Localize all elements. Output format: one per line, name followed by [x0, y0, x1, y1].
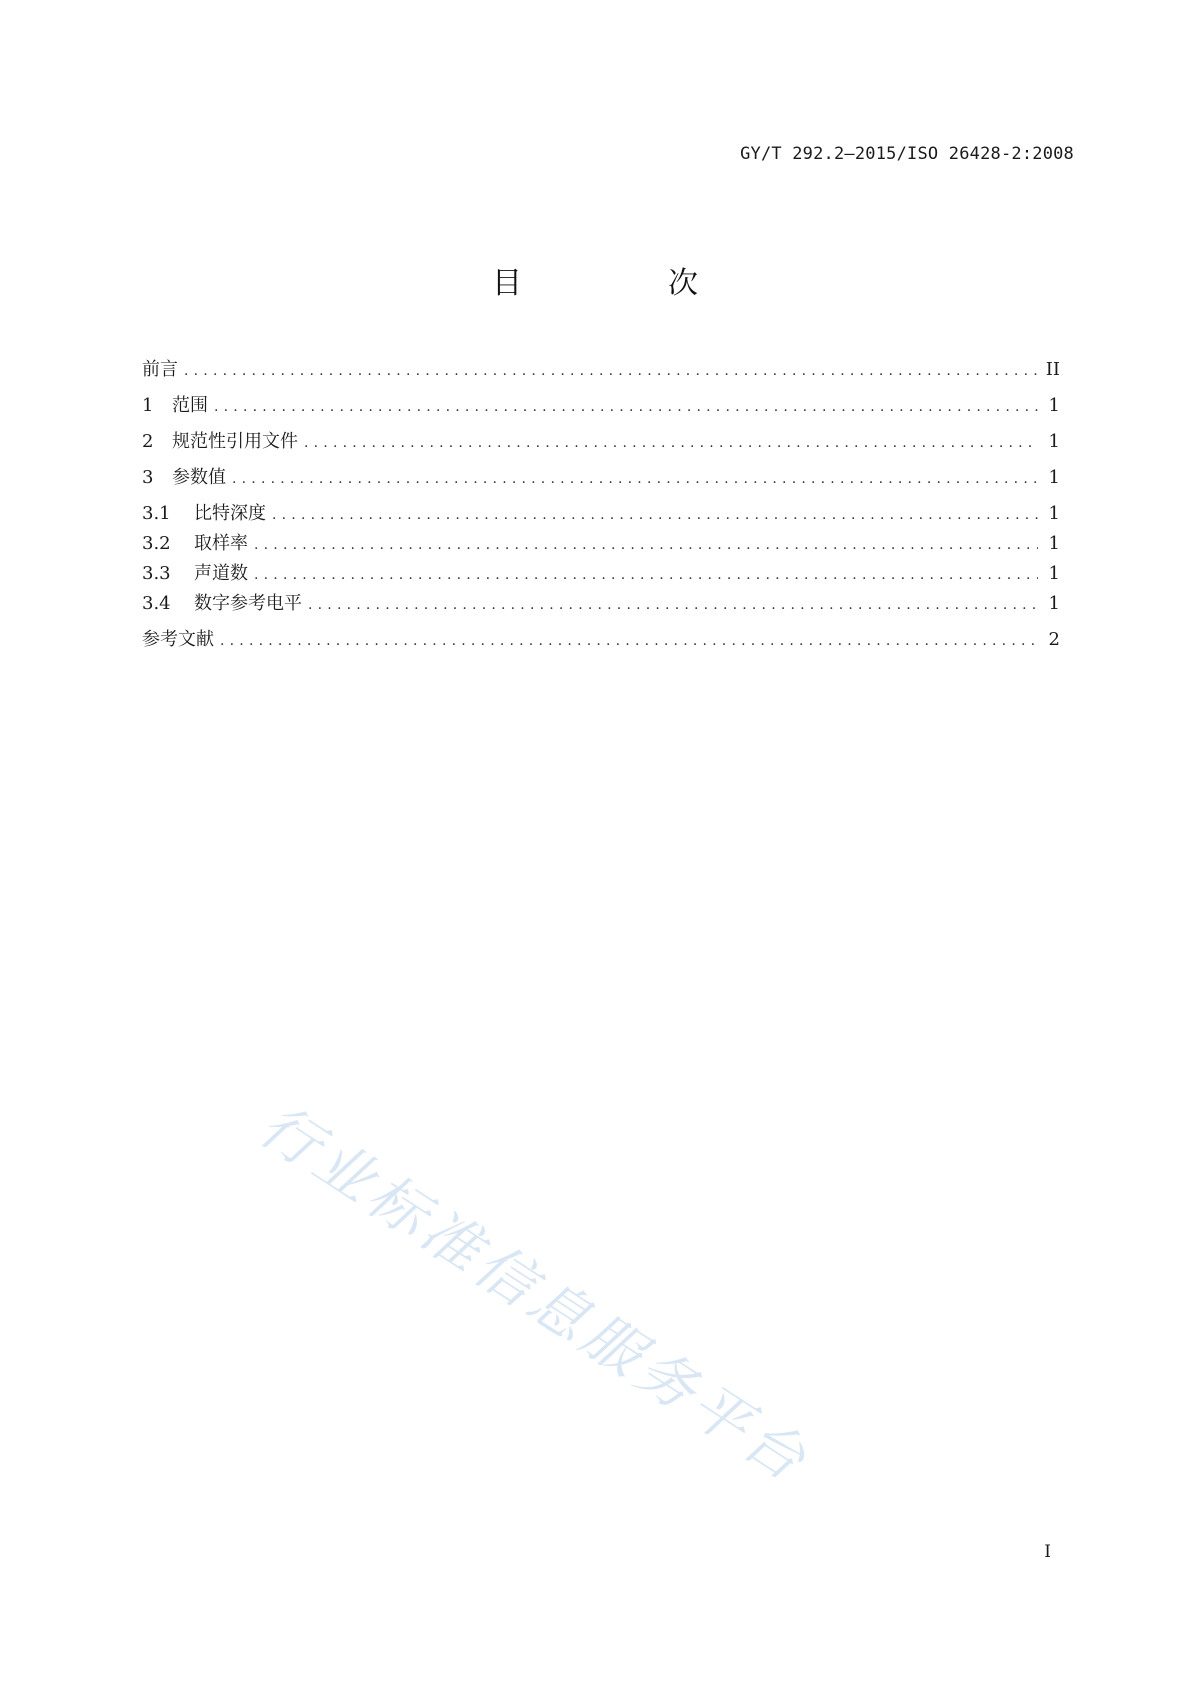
- toc-entry-number: 3.1: [142, 503, 171, 524]
- standard-code: GY/T 292.2—2015/ISO 26428-2:2008: [740, 144, 1074, 164]
- toc-entry-page: 1: [1048, 431, 1060, 452]
- toc-entry-digital-reference-level[interactable]: [142, 592, 1060, 616]
- toc-entry-page: 2: [1048, 629, 1060, 650]
- watermark-text: 行业标准信息服务平台: [247, 1090, 822, 1497]
- toc-dot-leader: [308, 593, 1038, 617]
- toc-dot-leader: [272, 503, 1038, 527]
- toc-entry-number: 3.4: [142, 593, 171, 614]
- toc-entry-title: 范围: [172, 395, 208, 416]
- toc-entry-number: 1: [142, 395, 154, 416]
- toc-entry-number: 3.2: [142, 533, 171, 554]
- toc-entry-sampling-rate[interactable]: [142, 532, 1060, 556]
- toc-entry-foreword[interactable]: [142, 358, 1060, 382]
- toc-entry-page: 1: [1048, 593, 1060, 614]
- toc-entry-title: 数字参考电平: [194, 593, 302, 614]
- page-title: 目 次: [492, 266, 756, 301]
- toc-entry-title: 取样率: [194, 533, 248, 554]
- toc-entry-page: II: [1045, 359, 1060, 380]
- toc-entry-bibliography[interactable]: [142, 628, 1060, 652]
- toc-entry-number: 3.3: [142, 563, 171, 584]
- toc-entry-page: 1: [1048, 563, 1060, 584]
- toc-entry-number: 2: [142, 431, 154, 452]
- toc-dot-leader: [254, 563, 1038, 587]
- toc-dot-leader: [214, 395, 1038, 419]
- toc-entry-scope[interactable]: [142, 394, 1060, 418]
- toc-entry-bit-depth[interactable]: [142, 502, 1060, 526]
- toc-entry-number: 3: [142, 467, 154, 488]
- toc-entry-page: 1: [1048, 503, 1060, 524]
- page-number: I: [1044, 1542, 1051, 1562]
- toc-entry-title: 参考文献: [142, 629, 214, 650]
- toc-dot-leader: [220, 629, 1038, 653]
- toc-entry-title: 比特深度: [194, 503, 266, 524]
- toc-dot-leader: [254, 533, 1038, 557]
- table-of-contents: [142, 358, 1060, 652]
- toc-entry-title: 规范性引用文件: [172, 431, 298, 452]
- toc-entry-page: 1: [1048, 533, 1060, 554]
- toc-entry-title: 前言: [142, 359, 178, 380]
- toc-entry-parameter-values[interactable]: [142, 466, 1060, 490]
- toc-dot-leader: [304, 431, 1038, 455]
- toc-entry-channel-count[interactable]: [142, 562, 1060, 586]
- toc-entry-page: 1: [1048, 395, 1060, 416]
- toc-entry-page: 1: [1048, 467, 1060, 488]
- toc-dot-leader: [184, 359, 1038, 383]
- toc-entry-title: 声道数: [194, 563, 248, 584]
- toc-dot-leader: [232, 467, 1038, 491]
- toc-entry-title: 参数值: [172, 467, 226, 488]
- toc-entry-normative-references[interactable]: [142, 430, 1060, 454]
